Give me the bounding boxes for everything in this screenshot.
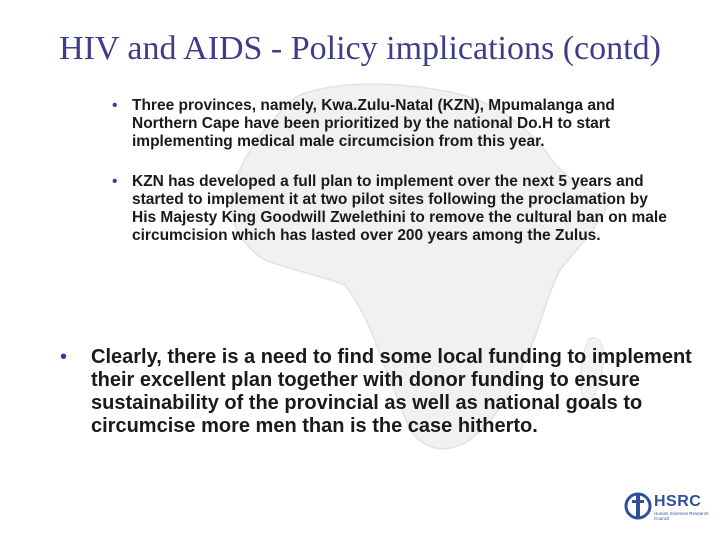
bullet-dot-icon: • [60,346,68,368]
logo-tagline: Human Sciences Research Council [654,511,709,521]
sub-bullet-list [112,97,672,266]
main-bullet-text: Clearly, there is a need to find some local funding to implement their excellent plan together with donor funding to ensure sustainability of the provincial as well as national goals to circumcise more men than is the case hitherto. [91,346,692,437]
hsrc-logo-icon [624,490,652,524]
bullet-dot-icon: • [112,172,118,190]
hsrc-logo [624,490,708,526]
logo-name: HSRC [654,493,702,510]
bullet-text: KZN has developed a full plan to implement over the next 5 years and started to implement it at two pilot sites following the proclamation by His Majesty King Goodwill Zwelethini to remove the cultural ban on male circumcision which has lasted over 200 years among the Zulus. [132,172,667,245]
bullet-item [112,173,672,246]
main-bullet [60,346,711,438]
bullet-item [112,97,672,152]
bullet-text: Three provinces, namely, Kwa.Zulu-Natal (KZN), Mpumalanga and Northern Cape have been prioritized by the national Do.H to start implementing medical male circumcision from this year. [132,97,615,151]
slide-title: HIV and AIDS - Policy implications (contd) [59,30,661,67]
bullet-dot-icon: • [112,97,118,114]
